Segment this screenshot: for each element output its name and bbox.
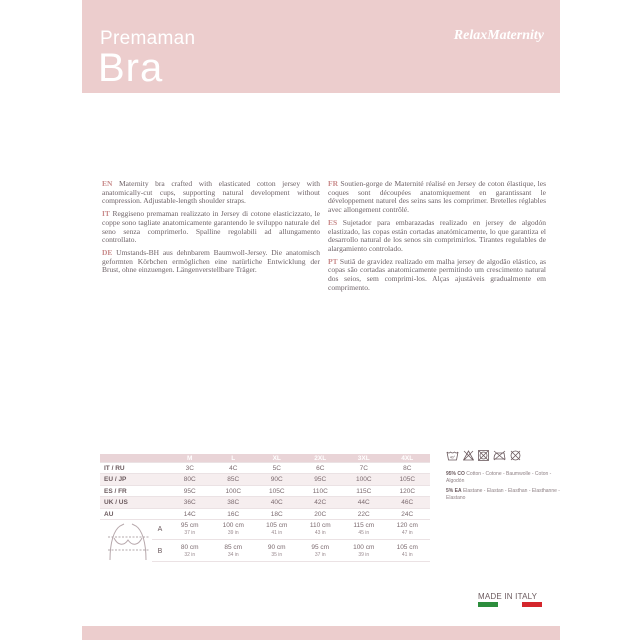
description-en: EN Maternity bra crafted with elasticated cotton jersey with anatomically-cut cups, supporting natural development without compression. Adjustable-length shoulder straps. <box>102 179 320 206</box>
flag-red-stripe <box>522 602 542 607</box>
flag-white-stripe <box>500 602 520 607</box>
size-header: 2XL <box>314 455 327 462</box>
description-fr: FR Soutien-gorge de Maternité réalisé en Jersey de coton élastique, les coques sont découpées anatomiquement en garantissant le développement naturel des seins sans les comprimer. Bretelles réglables avec allongement contrôlé. <box>328 179 546 215</box>
made-in-label: MADE IN ITALY <box>478 592 538 601</box>
size-table <box>100 454 430 520</box>
no-iron-icon <box>493 450 506 461</box>
no-bleach-icon <box>463 450 474 461</box>
measurement-table <box>100 520 430 564</box>
size-header: XL <box>272 455 281 462</box>
size-header: L <box>231 455 236 462</box>
care-symbols <box>446 450 566 461</box>
description-es: ES Sujetador para embarazadas realizado en jersey de algodón elastizado, las copas están cortadas anatómicamente, lo que garantiza el desarrollo natural de los senos sin comprimirlos. Tirantes regulables de alargamiento controlado. <box>328 217 546 253</box>
composition-cotton: 95% CO Cotton - Cotone - Baumwolle - Coton - Algodón <box>446 471 552 484</box>
svg-text:40°: 40° <box>449 455 456 460</box>
size-row-es-fr: ES / FR 95C 100C 105C 110C 115C 120C <box>100 486 430 497</box>
wash-40-icon <box>446 450 459 461</box>
measurement-row-b: B 80 cm 32 in 85 cm 34 in 90 cm 35 in 95 cm 37 in 100 cm 39 in 105 cm 41 in <box>152 542 430 562</box>
size-row-uk-us: UK / US 36C 38C 40C 42C 44C 46C <box>100 497 430 508</box>
no-dry-clean-icon <box>510 450 521 461</box>
bust-diagram-icon <box>104 522 152 562</box>
no-tumble-dry-icon <box>478 450 489 461</box>
size-header: 3XL <box>357 455 370 462</box>
product-title: Bra <box>98 46 164 90</box>
brand-logo: RelaxMaternity <box>453 28 544 43</box>
product-subtitle: Premaman <box>100 28 196 49</box>
size-header: M <box>187 455 193 462</box>
description-column-right <box>328 180 546 296</box>
description-de: DE Umstands-BH aus dehnbarem Baumwoll-Jersey. Die anatomisch geformten Körbchen ermöglichen eine natürliche Entwicklung der Brust, ohne einzuengen. Längenverstellbare Träger. <box>102 247 320 275</box>
flag-green-stripe <box>478 602 498 607</box>
description-it: IT Reggiseno premaman realizzato in Jersey di cotone elasticizzato, le coppe sono tagliate anatomicamente garantendo le sviluppo naturale del seno senza comprimerlo. Spalline regolabili ad allungamento controllato. <box>102 209 320 245</box>
italian-flag-icon <box>478 602 542 607</box>
size-row-eu-jp: EU / JP 80C 85C 90C 95C 100C 105C <box>100 474 430 485</box>
composition-elastane: 5% EA Elastane - Elastan - Elasthan - Elasthanne - Elastano <box>446 488 560 501</box>
size-header: 4XL <box>401 455 414 462</box>
size-row-au: AU 14C 16C 18C 20C 22C 24C <box>100 509 430 520</box>
care-section <box>446 450 566 505</box>
size-header-row <box>100 454 430 463</box>
description-pt: PT Sutiã de gravidez realizado em malha jersey de algodão elástico, as copas são cortadas anatomicamente permitindo um crescimento natural dos seios, sem comprimi-los. Alças ajustáveis gradualmente em comprimento. <box>328 256 546 292</box>
header-banner <box>82 0 560 93</box>
description-column-left <box>102 180 320 279</box>
size-row-it-ru: IT / RU 3C 4C 5C 6C 7C 8C <box>100 463 430 474</box>
measurement-row-a: A 95 cm 37 in 100 cm 39 in 105 cm 41 in 110 cm 43 in 115 cm 45 in 120 cm 47 in <box>152 520 430 540</box>
footer-bar <box>82 626 560 640</box>
